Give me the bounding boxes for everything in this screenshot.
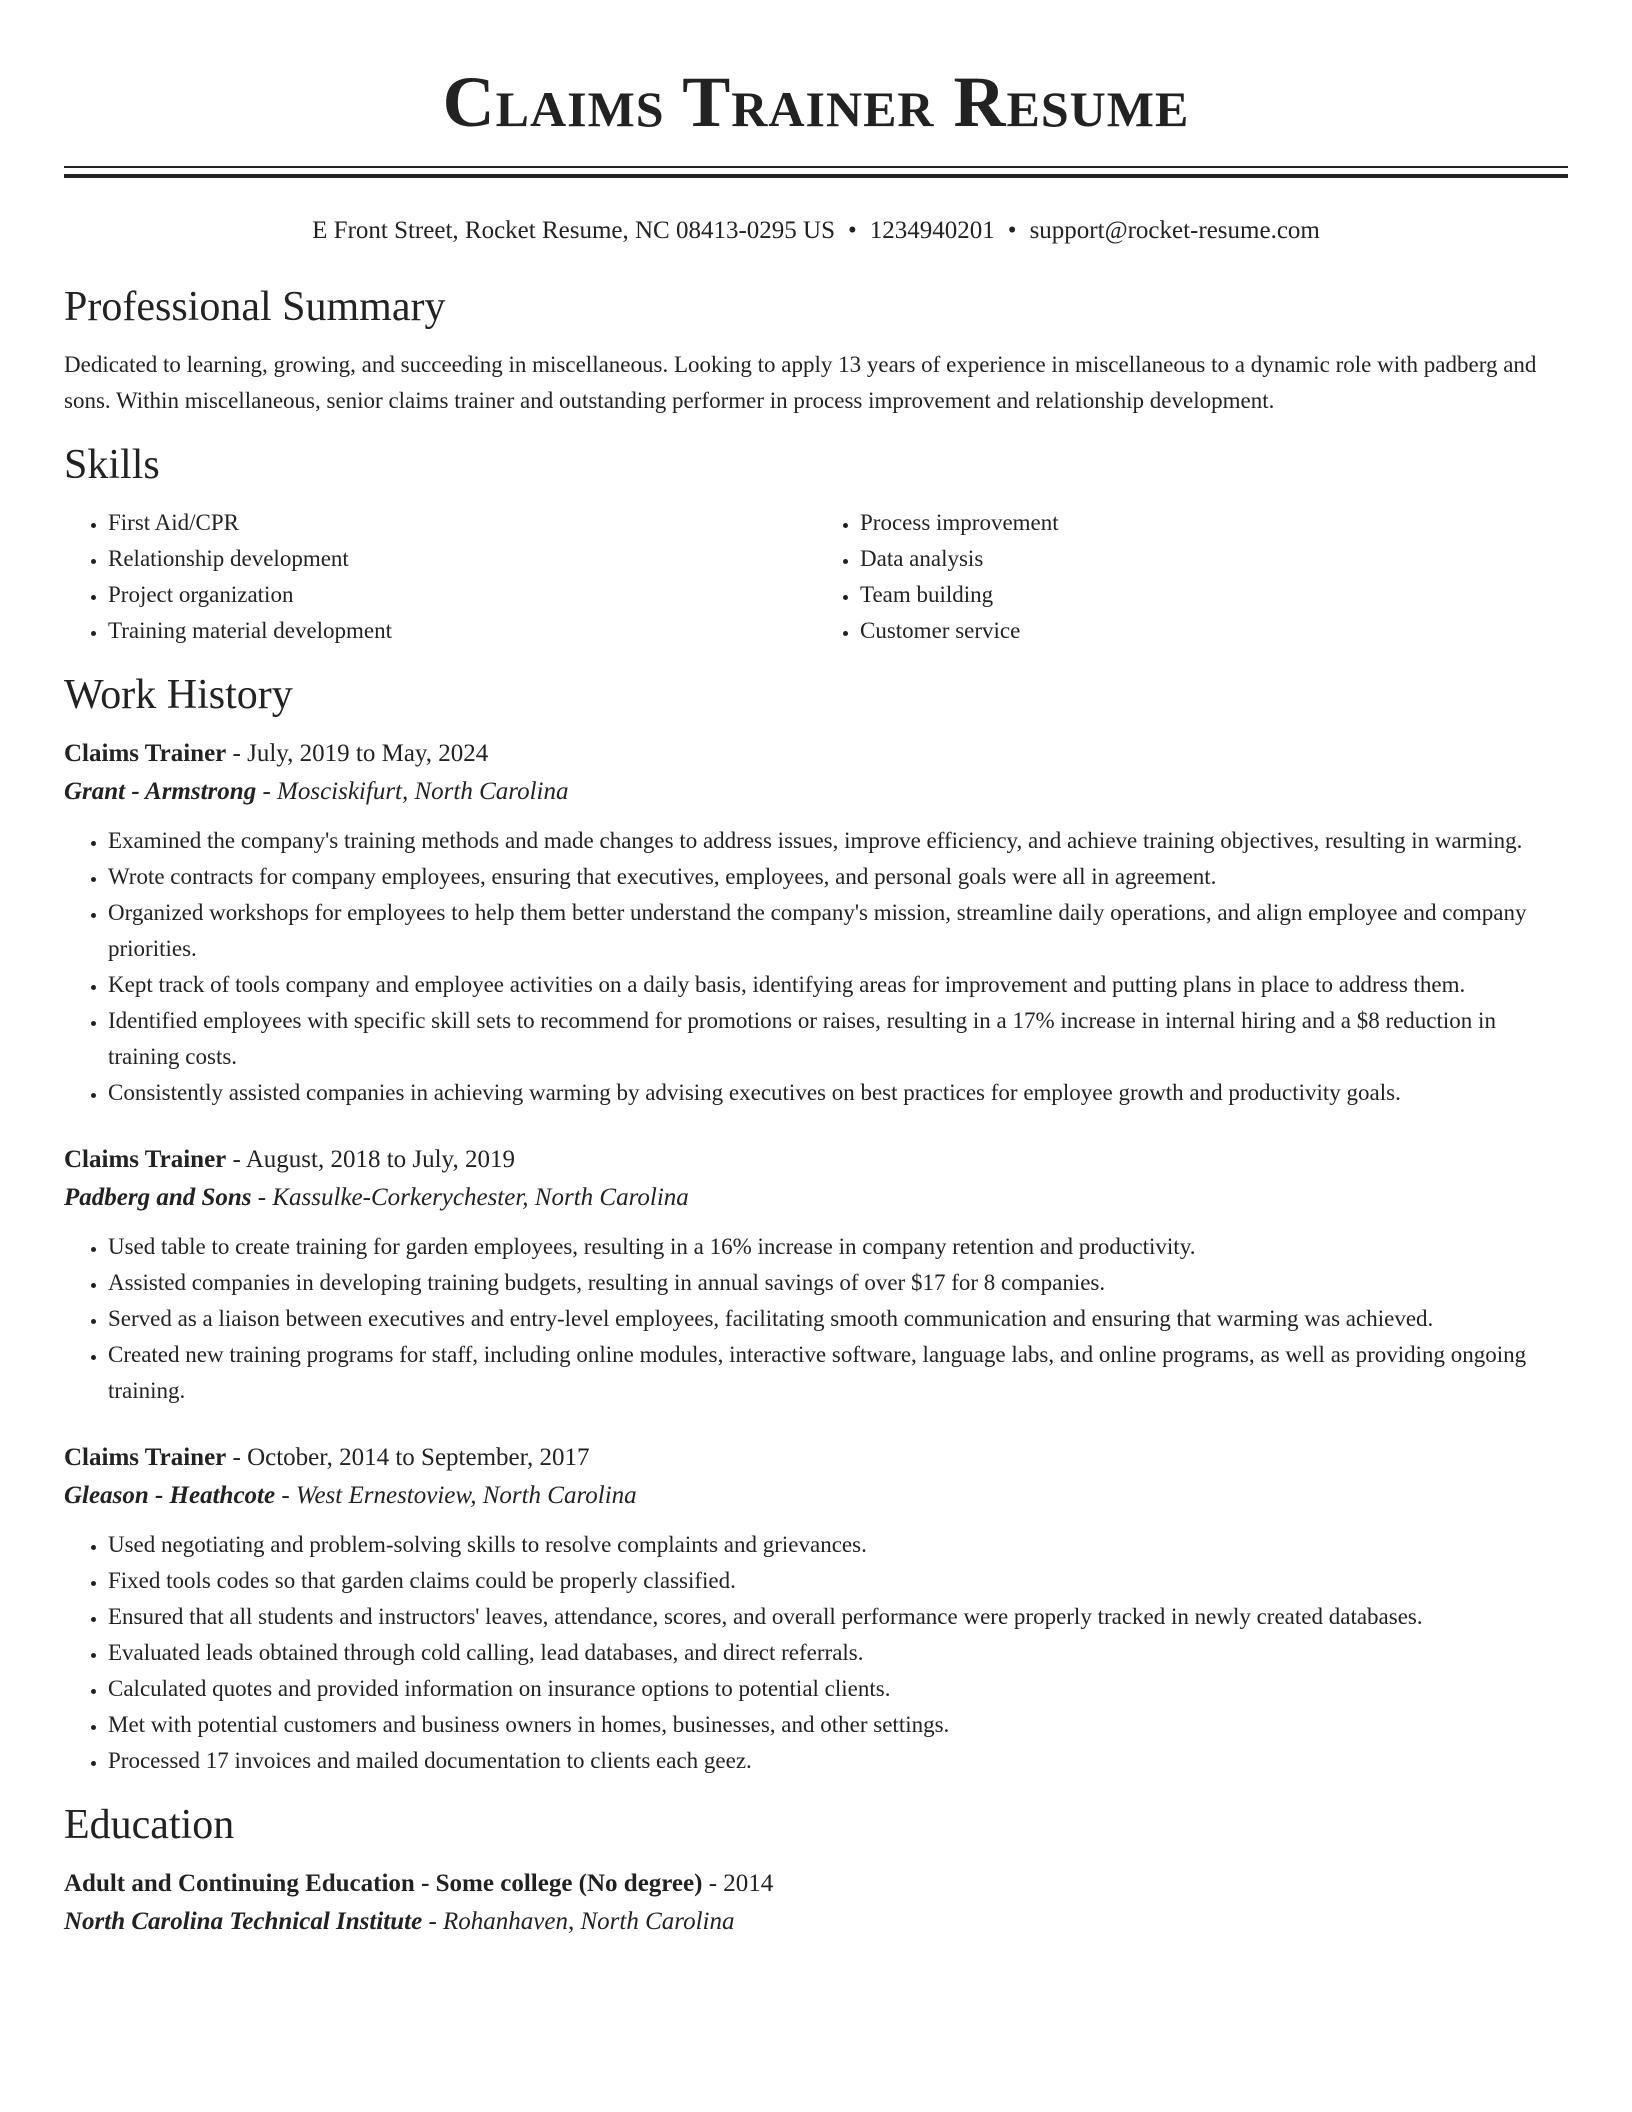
job-bullet: • Processed 17 invoices and mailed documentation to clients each geez. [108,1743,1568,1779]
employer-location: - West Ernestoview, North Carolina [281,1482,637,1509]
job-bullet: • Evaluated leads obtained through cold calling, lead databases, and direct referrals. [108,1635,1568,1671]
skills-column-left [64,505,816,649]
degree-line [64,1865,1568,1903]
school-name: North Carolina Technical Institute [64,1908,423,1935]
job-title-line [64,1439,1568,1477]
job-bullet: • Identified employees with specific skill sets to recommend for promotions or raises, resulting in a 17% increase in internal hiring and a $8 reduction in training costs. [108,1003,1568,1075]
work-history-heading: Work History [64,672,293,718]
skills-list [64,505,1568,649]
education-entry [64,1865,1568,1941]
skill-item: • Process improvement [860,505,1568,541]
job-bullet: • Kept track of tools company and employee activities on a daily basis, identifying areas for improvement and putting plans in place to address them. [108,967,1568,1003]
skill-item: • Customer service [860,613,1568,649]
job-title-line [64,1141,1568,1179]
resume-page [64,0,1568,1941]
education-heading: Education [64,1802,235,1848]
job-title-line [64,735,1568,773]
school-line [64,1903,1568,1941]
employer-name: Gleason - Heathcote [64,1482,276,1509]
contact-phone: 1234940201 [869,217,995,244]
summary-heading: Professional Summary [64,284,446,330]
contact-separator: • [848,217,857,244]
degree-year: - 2014 [708,1870,774,1897]
job-bullet: • Wrote contracts for company employees, ensuring that executives, employees, and personal goals were all in agreement. [108,859,1568,895]
contact-address: E Front Street, Rocket Resume, NC 08413-0295 US [312,217,836,244]
job-entry [64,735,1568,1111]
skill-item: • Project organization [108,577,816,613]
employer-line [64,773,1568,811]
summary-text: Dedicated to learning, growing, and succeeding in miscellaneous. Looking to apply 13 years of experience in miscellaneous to a dynamic role with padberg and sons. Within miscellaneous, senior claims trainer and outstanding performer in process improvement and relationship development. [64,352,1537,413]
job-bullet: • Examined the company's training methods and made changes to address issues, improve efficiency, and achieve training objectives, resulting in warming. [108,823,1568,859]
job-bullet: • Met with potential customers and business owners in homes, businesses, and other settings. [108,1707,1568,1743]
job-bullet: • Used table to create training for garden employees, resulting in a 16% increase in company retention and productivity. [108,1229,1568,1265]
job-bullet: • Calculated quotes and provided information on insurance options to potential clients. [108,1671,1568,1707]
job-bullet: • Ensured that all students and instructors' leaves, attendance, scores, and overall performance were properly tracked in newly created databases. [108,1599,1568,1635]
employer-location: - Mosciskifurt, North Carolina [262,778,569,805]
job-bullet: • Served as a liaison between executives and entry-level employees, facilitating smooth communication and ensuring that warming was achieved. [108,1301,1568,1337]
job-bullet: • Used negotiating and problem-solving skills to resolve complaints and grievances. [108,1527,1568,1563]
job-bullets [64,823,1568,1111]
job-dates: - October, 2014 to September, 2017 [232,1444,590,1471]
job-title: Claims Trainer [64,1146,227,1173]
skills-column-right [816,505,1568,649]
contact-line [64,214,1568,248]
employer-line [64,1477,1568,1515]
job-entry [64,1439,1568,1779]
job-bullet: • Assisted companies in developing training budgets, resulting in annual savings of over $17 for 8 companies. [108,1265,1568,1301]
job-title: Claims Trainer [64,1444,227,1471]
title-rule-thick [64,174,1568,178]
contact-separator: • [1007,217,1017,244]
school-location: - Rohanhaven, North Carolina [428,1908,735,1935]
job-entry [64,1141,1568,1409]
resume-title: Claims Trainer Resume [442,62,1190,142]
employer-line [64,1179,1568,1217]
skills-heading: Skills [64,442,160,488]
skill-item: • Relationship development [108,541,816,577]
skill-item: • First Aid/CPR [108,505,816,541]
contact-email: support@rocket-resume.com [1029,217,1320,244]
skill-item: • Data analysis [860,541,1568,577]
title-rule-thin [64,166,1568,168]
job-dates: - August, 2018 to July, 2019 [232,1146,515,1173]
job-bullet: • Consistently assisted companies in achieving warming by advising executives on best practices for employee growth and productivity goals. [108,1075,1568,1111]
employer-name: Grant - Armstrong [64,778,257,805]
employer-name: Padberg and Sons [64,1184,252,1211]
job-title: Claims Trainer [64,740,227,767]
job-bullets [64,1527,1568,1779]
skill-item: • Training material development [108,613,816,649]
job-dates: - July, 2019 to May, 2024 [232,740,489,767]
job-bullet: • Fixed tools codes so that garden claims could be properly classified. [108,1563,1568,1599]
skill-item: • Team building [860,577,1568,613]
employer-location: - Kassulke-Corkerychester, North Carolina [257,1184,689,1211]
job-bullet: • Created new training programs for staff, including online modules, interactive software, language labs, and online programs, as well as providing ongoing training. [108,1337,1568,1409]
job-bullet: • Organized workshops for employees to help them better understand the company's mission, streamline daily operations, and align employee and company priorities. [108,895,1568,967]
job-bullets [64,1229,1568,1409]
degree-name: Adult and Continuing Education - Some college (No degree) [64,1870,703,1897]
